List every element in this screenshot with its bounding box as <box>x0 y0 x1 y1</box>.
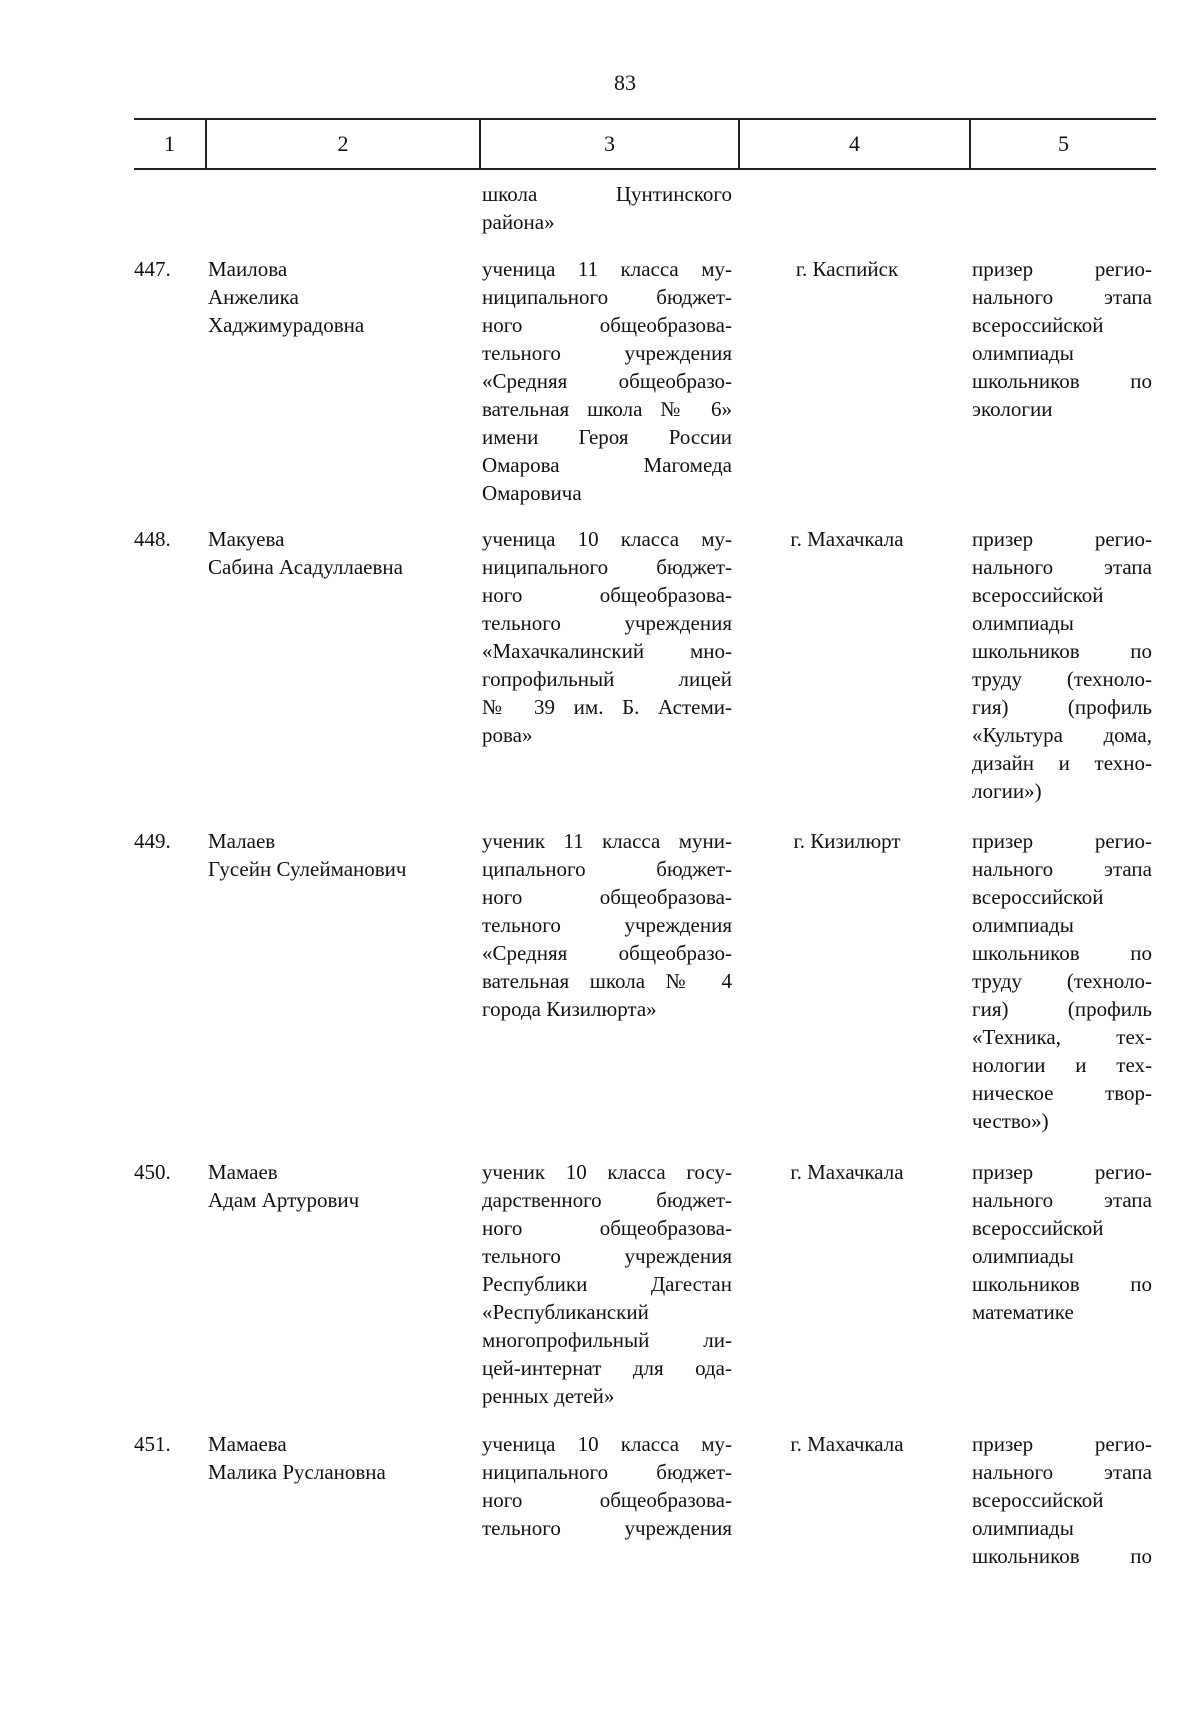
institution-line: ученица 11 класса му- <box>482 257 732 281</box>
award-cell <box>972 1158 1152 1326</box>
award-line: математике <box>972 1300 1074 1324</box>
name-cell <box>208 525 478 581</box>
institution-line: города Кизилюрта» <box>482 997 657 1021</box>
institution-line: ного общеобразова- <box>482 583 732 607</box>
institution-line: ниципального бюджет- <box>482 285 732 309</box>
name-cell <box>208 1158 478 1214</box>
name-line: Мамаев <box>208 1160 278 1184</box>
award-line: труду (техноло- <box>972 667 1152 691</box>
name-cell <box>208 1430 478 1486</box>
city-cell: г. Махачкала <box>790 527 904 551</box>
name-cell <box>208 255 478 339</box>
institution-line: тельного учреждения <box>482 1516 732 1540</box>
award-line: олимпиады <box>972 913 1074 937</box>
award-line: «Техника, тех- <box>972 1025 1152 1049</box>
row-number: 449. <box>134 829 171 853</box>
name-line: Малаев <box>208 829 276 853</box>
award-cell <box>972 827 1152 1135</box>
institution-line: многопрофильный ли- <box>482 1328 732 1352</box>
award-line: призер регио- <box>972 829 1152 853</box>
institution-line: ренных детей» <box>482 1384 615 1408</box>
award-line: олимпиады <box>972 1516 1074 1540</box>
institution-line: тельного учреждения <box>482 913 732 937</box>
award-line: дизайн и техно- <box>972 751 1152 775</box>
header-col-4: 4 <box>740 120 971 168</box>
award-line: олимпиады <box>972 1244 1074 1268</box>
name-line: Маилова <box>208 257 288 281</box>
award-line: труду (техноло- <box>972 969 1152 993</box>
award-line: призер регио- <box>972 1432 1152 1456</box>
name-line: Анжелика <box>208 285 299 309</box>
award-line: нального этапа <box>972 1460 1152 1484</box>
name-cell <box>208 827 478 883</box>
award-line: всероссийской <box>972 885 1104 909</box>
institution-line: ученик 10 класса госу- <box>482 1160 732 1184</box>
page-number: 83 <box>614 70 636 95</box>
award-line: всероссийской <box>972 313 1104 337</box>
award-line: школьников по <box>972 369 1152 393</box>
award-line: логии») <box>972 779 1042 803</box>
institution-line: Омарова Магомеда <box>482 453 732 477</box>
award-line: гия) (профиль <box>972 997 1152 1021</box>
award-line: всероссийской <box>972 1488 1104 1512</box>
name-line: Хаджимурадовна <box>208 313 365 337</box>
award-cell <box>972 255 1152 423</box>
institution-line: ниципального бюджет- <box>482 1460 732 1484</box>
award-line: ническое твор- <box>972 1081 1152 1105</box>
institution-line: ного общеобразова- <box>482 313 732 337</box>
institution-line: вательная школа № 6» <box>482 397 732 421</box>
award-line: школьников по <box>972 639 1152 663</box>
name-line: Адам Артурович <box>208 1188 360 1212</box>
name-line: Сабина Асадуллаевна <box>208 555 403 579</box>
row-number: 451. <box>134 1432 171 1456</box>
award-line: всероссийской <box>972 1216 1104 1240</box>
institution-line: цей-интернат для ода- <box>482 1356 732 1380</box>
institution-line: района» <box>482 210 555 234</box>
institution-cell <box>482 827 732 1023</box>
institution-line: тельного учреждения <box>482 1244 732 1268</box>
award-line: призер регио- <box>972 257 1152 281</box>
institution-line: ципального бюджет- <box>482 857 732 881</box>
institution-cell <box>482 1158 732 1410</box>
institution-line: гопрофильный лицей <box>482 667 732 691</box>
institution-line: ного общеобразова- <box>482 1488 732 1512</box>
award-line: нологии и тех- <box>972 1053 1152 1077</box>
table-header <box>134 118 1156 170</box>
institution-line: рова» <box>482 723 533 747</box>
name-line: Макуева <box>208 527 285 551</box>
city-cell: г. Махачкала <box>790 1432 904 1456</box>
award-line: всероссийской <box>972 583 1104 607</box>
award-line: «Культура дома, <box>972 723 1152 747</box>
award-line: школьников по <box>972 1544 1152 1568</box>
award-line: экологии <box>972 397 1053 421</box>
award-line: призер регио- <box>972 527 1152 551</box>
institution-line: вательная школа № 4 <box>482 969 732 993</box>
award-line: чество») <box>972 1109 1049 1133</box>
row-number: 448. <box>134 527 171 551</box>
award-line: школьников по <box>972 941 1152 965</box>
institution-line: школа Цунтинского <box>482 182 732 206</box>
institution-line: ного общеобразова- <box>482 885 732 909</box>
name-line: Гусейн Сулейманович <box>208 857 407 881</box>
award-line: нального этапа <box>972 857 1152 881</box>
award-line: школьников по <box>972 1272 1152 1296</box>
header-col-3: 3 <box>481 120 740 168</box>
institution-cell <box>482 180 732 236</box>
award-line: олимпиады <box>972 341 1074 365</box>
header-col-2: 2 <box>207 120 481 168</box>
institution-cell <box>482 1430 732 1542</box>
institution-line: ного общеобразова- <box>482 1216 732 1240</box>
institution-line: тельного учреждения <box>482 611 732 635</box>
name-line: Малика Руслановна <box>208 1460 386 1484</box>
institution-line: Омаровича <box>482 481 582 505</box>
institution-line: «Средняя общеобразо- <box>482 369 732 393</box>
institution-line: дарственного бюджет- <box>482 1188 732 1212</box>
city-cell: г. Кизилюрт <box>793 829 901 853</box>
award-line: призер регио- <box>972 1160 1152 1184</box>
institution-line: ученица 10 класса му- <box>482 1432 732 1456</box>
institution-cell <box>482 525 732 749</box>
institution-line: тельного учреждения <box>482 341 732 365</box>
header-col-1: 1 <box>134 120 207 168</box>
institution-line: № 39 им. Б. Астеми- <box>482 695 732 719</box>
award-line: нального этапа <box>972 285 1152 309</box>
award-line: нального этапа <box>972 1188 1152 1212</box>
institution-line: «Республиканский <box>482 1300 649 1324</box>
institution-line: ученик 11 класса муни- <box>482 829 732 853</box>
institution-line: «Средняя общеобразо- <box>482 941 732 965</box>
row-number: 447. <box>134 257 171 281</box>
institution-line: «Махачкалинский мно- <box>482 639 732 663</box>
institution-line: имени Героя России <box>482 425 732 449</box>
institution-line: ученица 10 класса му- <box>482 527 732 551</box>
row-number: 450. <box>134 1160 171 1184</box>
award-line: нального этапа <box>972 555 1152 579</box>
award-line: олимпиады <box>972 611 1074 635</box>
award-cell <box>972 1430 1152 1570</box>
name-line: Мамаева <box>208 1432 287 1456</box>
city-cell: г. Махачкала <box>790 1160 904 1184</box>
city-cell: г. Каспийск <box>795 257 899 281</box>
institution-line: ниципального бюджет- <box>482 555 732 579</box>
institution-cell <box>482 255 732 507</box>
header-col-5: 5 <box>1058 131 1069 156</box>
award-line: гия) (профиль <box>972 695 1152 719</box>
award-cell <box>972 525 1152 805</box>
institution-line: Республики Дагестан <box>482 1272 732 1296</box>
